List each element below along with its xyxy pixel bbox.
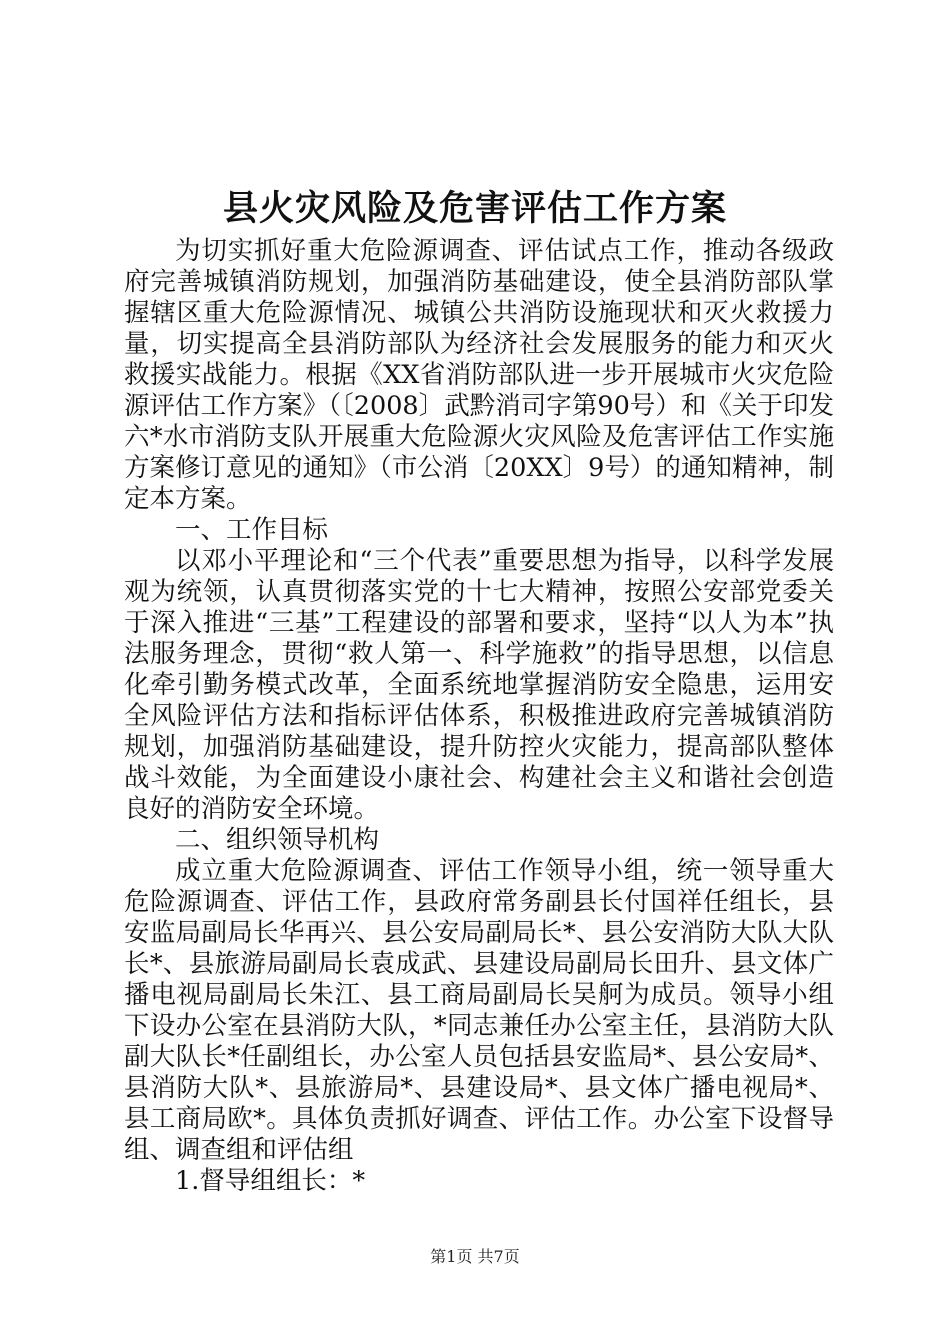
- section-heading-organization: 二、组织领导机构: [175, 825, 380, 855]
- section-heading-goals: 一、工作目标: [175, 515, 329, 545]
- organization-paragraph: 成立重大危险源调查、评估工作领导小组，统一领导重大危险源调查、评估工作，县政府常务副县长付国祥任组长，县安监局副局长华再兴、县公安局副局长*、县公安消防大队大队长*、县旅游局副局长袁成武、县建设局副局长田升、县文体广播电视局副局长朱江、县工商局副局长吴舸为成员。领导小组下设办公室在县消防大队，*同志兼任办公室主任，县消防大队副大队长*任副组长，办公室人员包括县安监局*、县公安局*、县消防大队*、县旅游局*、县建设局*、县文体广播电视局*、县工商局欧*。具体负责抓好调查、评估工作。办公室下设督导组、调查组和评估组: [124, 856, 834, 1165]
- supervision-group-item: 1.督导组组长：*: [175, 1166, 366, 1196]
- intro-paragraph: 为切实抓好重大危险源调查、评估试点工作，推动各级政府完善城镇消防规划，加强消防基础建设，使全县消防部队掌握辖区重大危险源情况、城镇公共消防设施现状和灭火救援力量，切实提高全县消防部队为经济社会发展服务的能力和灭火救援实战能力。根据《XX省消防部队进一步开展城市火灾危险源评估工作方案》（〔2008〕武黔消司字第90号）和《关于印发六*水市消防支队开展重大危险源火灾风险及危害评估工作实施方案修订意见的通知》（市公消〔20XX〕9号）的通知精神，制定本方案。: [124, 236, 834, 514]
- document-body: [124, 236, 834, 1197]
- page-number-footer: 第1页 共7页: [430, 1247, 520, 1266]
- goals-paragraph: 以邓小平理论和“三个代表”重要思想为指导，以科学发展观为统领，认真贯彻落实党的十七大精神，按照公安部党委关于深入推进“三基”工程建设的部署和要求，坚持“以人为本”执法服务理念，贯彻“救人第一、科学施救”的指导思想，以信息化牵引勤务模式改革，全面系统地掌握消防安全隐患，运用安全风险评估方法和指标评估体系，积极推进政府完善城镇消防规划，加强消防基础建设，提升防控火灾能力，提高部队整体战斗效能，为全面建设小康社会、构建社会主义和谐社会创造良好的消防安全环境。: [124, 546, 834, 824]
- document-title: 县火灾风险及危害评估工作方案: [222, 188, 727, 229]
